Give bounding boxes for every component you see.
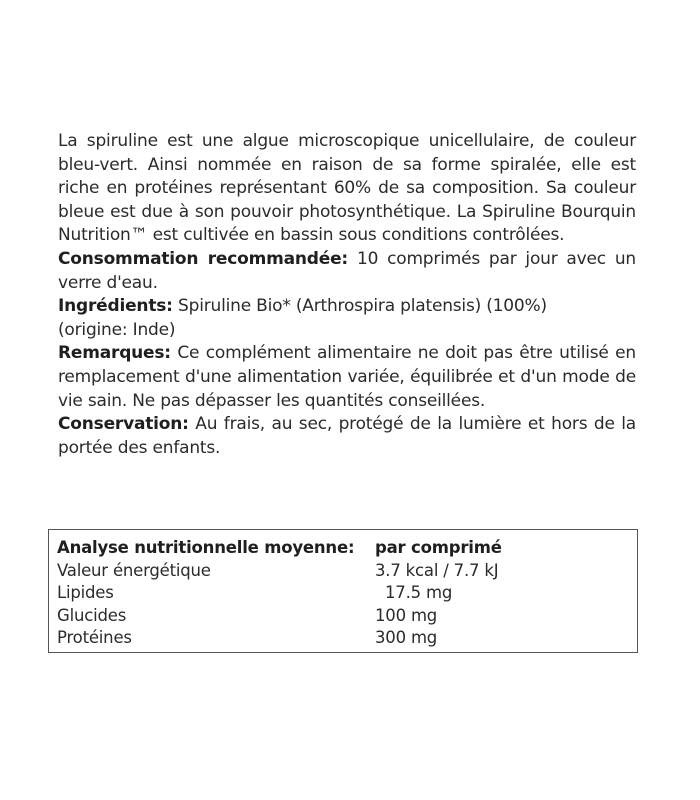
table-row <box>57 560 627 583</box>
nutrient-name: Lipides <box>57 583 114 603</box>
nutrition-header-row <box>57 537 627 560</box>
consommation-text: 10 comprimés par jour avec un verre d'eau. <box>58 248 636 293</box>
remarques-label: Remarques: <box>58 343 171 364</box>
nutrient-name: Glucides <box>57 605 127 625</box>
nutrient-value: 3.7 kcal / 7.7 kJ <box>375 560 499 580</box>
nutrition-table <box>57 537 627 650</box>
nutrition-header-value: par comprimé <box>375 538 502 557</box>
ingredients-paragraph <box>58 295 558 342</box>
product-info-text <box>58 130 636 460</box>
remarques-text: Ce complément alimentaire ne doit pas être utilisé en remplacement d'une alimentation variée, équilibrée et d'un mode de vie sain. Ne pas dépasser les quantités conseillées. <box>58 343 636 411</box>
conservation-label: Conservation: <box>58 414 189 435</box>
nutrient-value: 300 mg <box>375 628 438 648</box>
ingredients-label: Ingrédients: <box>58 296 173 317</box>
nutrient-value: 100 mg <box>375 605 438 625</box>
product-description: La spiruline est une algue microscopique unicellulaire, de couleur bleu-vert. Ainsi nommée en raison de sa forme spiralée, elle est riche en protéines représentant 60% de sa composition. Sa couleur bleue est due à son pouvoir photosynthétique. La Spiruline Bourquin Nutrition™ est cultivée en bassin sous conditions contrôlées. <box>58 131 636 246</box>
consommation-label: Consommation recommandée: <box>58 248 349 269</box>
nutrition-table-box <box>48 529 638 653</box>
remarques-paragraph <box>58 342 636 413</box>
nutrient-value: 17.5 mg <box>385 583 453 603</box>
table-row <box>57 627 627 650</box>
ingredients-text: Spiruline Bio* (Arthrospira platensis) (100%) (origine: Inde) <box>58 296 547 340</box>
nutrient-name: Protéines <box>57 628 132 648</box>
nutrition-header-name: Analyse nutritionnelle moyenne: <box>57 538 355 557</box>
table-row <box>57 605 627 628</box>
consommation-paragraph <box>58 248 636 295</box>
table-row <box>57 582 627 605</box>
conservation-text: Au frais, au sec, protégé de la lumière et hors de la portée des enfants. <box>58 414 636 458</box>
conservation-paragraph <box>58 413 636 460</box>
nutrient-name: Valeur énergétique <box>57 560 211 580</box>
